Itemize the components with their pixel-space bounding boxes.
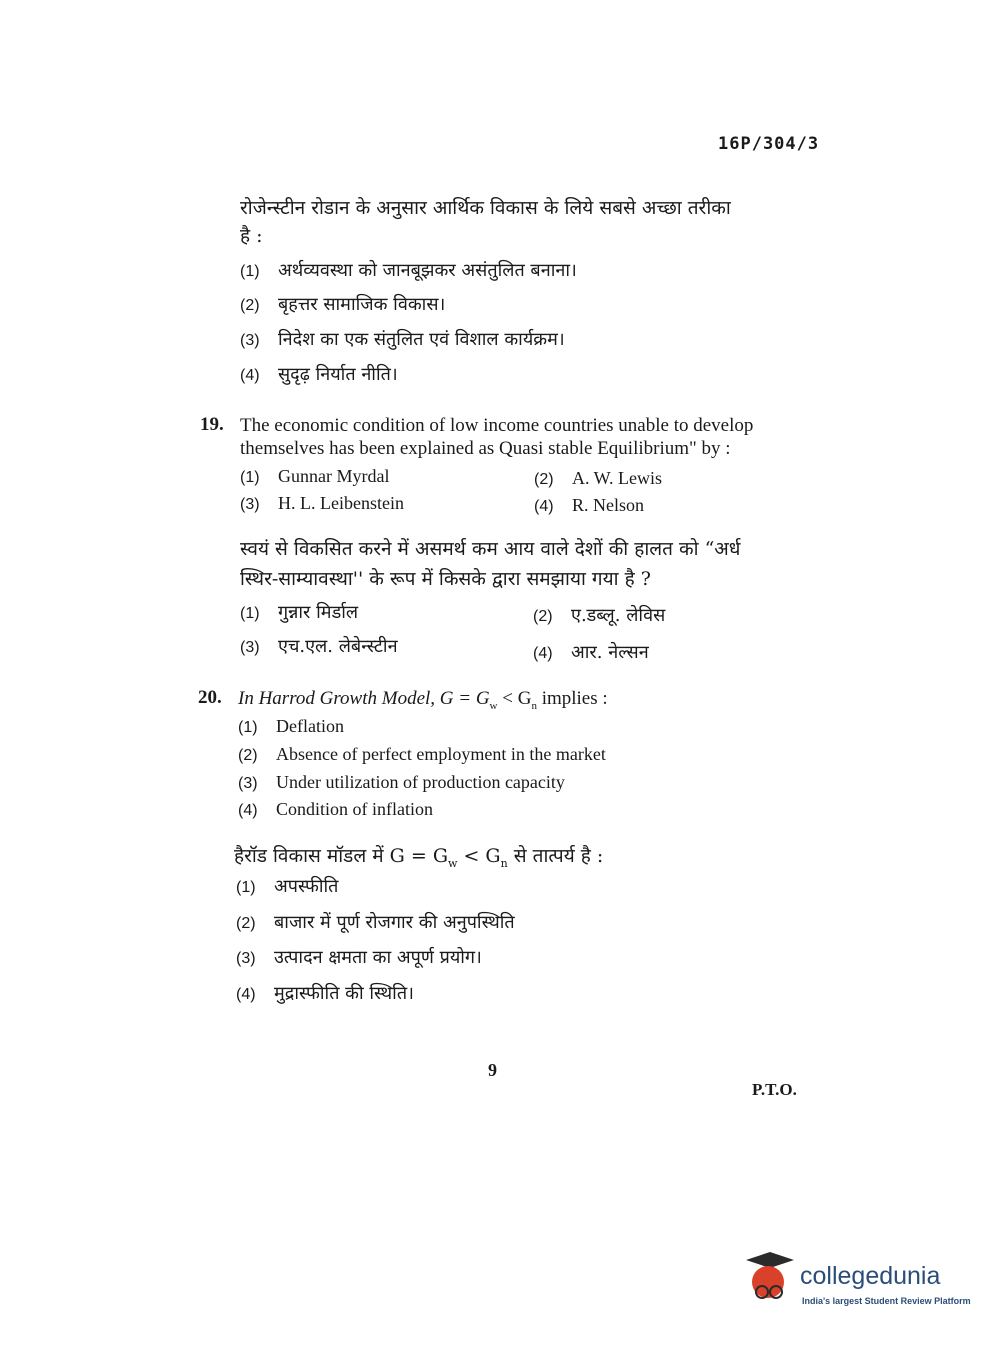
q19-hindi-option (533, 640, 649, 664)
subscript-n: n (500, 856, 508, 870)
option-text: आर. नेल्सन (571, 642, 649, 663)
page-number: 9 (488, 1060, 497, 1080)
option-text: मुद्रास्फीति की स्थिति। (274, 983, 414, 1004)
brand-name: collegedunia (800, 1262, 941, 1290)
q20-option (238, 714, 344, 740)
option-text: Condition of inflation (276, 799, 433, 819)
q19-number: 19. (200, 414, 224, 435)
q19-option (534, 466, 662, 492)
q19-hindi-option (240, 634, 398, 658)
option-text: Under utilization of production capacity (276, 772, 565, 792)
option-number: (4) (534, 498, 554, 515)
q20-hindi-stem-post: से तात्पर्य है : (507, 845, 604, 867)
q18-hindi-stem-line1: रोजेन्स्टीन रोडान के अनुसार आर्थिक विकास के लिये सबसे अच्छा तरीका (240, 197, 731, 219)
subscript-w: w (448, 856, 458, 870)
q20-option (238, 797, 433, 823)
q18-hindi-option (240, 327, 565, 351)
q18-hindi-option (240, 258, 577, 282)
option-number: (4) (533, 645, 553, 662)
q20-hindi-option (236, 910, 515, 934)
option-number: (2) (534, 471, 554, 488)
q18-hindi-stem-line2: है : (240, 225, 263, 247)
option-text: गुन्नार मिर्डाल (278, 602, 359, 623)
option-number: (2) (533, 608, 553, 625)
q19-hindi-stem-line1: स्वयं से विकसित करने में असमर्थ कम आय वाले देशों की हालत को “अर्ध (240, 538, 741, 560)
q19-stem-line1: The economic condition of low income countries unable to develop (240, 415, 754, 436)
option-number: (1) (240, 263, 260, 280)
q19-hindi-stem-line2: स्थिर-साम्यावस्था'' के रूप में किसके द्वारा समझाया गया है ? (240, 568, 651, 590)
option-number: (2) (236, 915, 256, 932)
paper-code: 16P/304/3 (718, 134, 820, 154)
q20-hindi-stem (234, 842, 603, 878)
brand-tagline: India's largest Student Review Platform (802, 1296, 971, 1306)
option-number: (3) (240, 496, 260, 513)
q20-hindi-option (236, 981, 414, 1005)
q20-option (238, 742, 606, 768)
q18-hindi-option (240, 362, 398, 386)
option-text: बृहत्तर सामाजिक विकास। (278, 294, 446, 315)
q20-option (238, 770, 565, 796)
option-number: (3) (240, 639, 260, 656)
q20-stem-pre: In Harrod Growth Model, G = G (238, 688, 490, 709)
q19-option (534, 493, 644, 519)
q20-hindi-option (236, 874, 338, 898)
option-text: Gunnar Myrdal (278, 466, 390, 486)
pto-label: P.T.O. (752, 1080, 797, 1099)
q19-option (240, 491, 404, 517)
less-than: < G (497, 688, 532, 709)
option-number: (3) (238, 775, 258, 792)
less-than: < G (457, 845, 501, 867)
option-text: ए.डब्लू. लेविस (571, 605, 666, 626)
option-text: R. Nelson (572, 495, 644, 515)
q20-number: 20. (198, 687, 222, 708)
q19-hindi-option (533, 603, 665, 627)
option-text: Deflation (276, 716, 344, 736)
q18-hindi-option (240, 292, 445, 316)
option-text: A. W. Lewis (572, 468, 662, 488)
option-text: H. L. Leibenstein (278, 493, 404, 513)
option-text: एच.एल. लेबेन्स्टीन (278, 636, 398, 657)
option-number: (4) (238, 802, 258, 819)
option-number: (2) (238, 747, 258, 764)
subscript-n: n (531, 699, 537, 712)
option-text: निदेश का एक संतुलित एवं विशाल कार्यक्रम। (278, 329, 565, 350)
option-number: (1) (236, 879, 256, 896)
option-text: Absence of perfect employment in the market (276, 744, 606, 764)
q19-hindi-option (240, 600, 358, 624)
option-number: (1) (240, 605, 260, 622)
grad-cap-icon (746, 1252, 794, 1268)
option-number: (2) (240, 297, 260, 314)
q20-hindi-stem-pre: हैरॉड विकास मॉडल में G = G (234, 845, 448, 867)
option-text: सुदृढ़ निर्यात नीति। (278, 364, 398, 385)
option-text: अर्थव्यवस्था को जानबूझकर असंतुलित बनाना। (278, 260, 577, 281)
q19-option (240, 464, 389, 490)
option-text: बाजार में पूर्ण रोजगार की अनुपस्थिति (274, 912, 515, 933)
q19-stem-line2: themselves has been explained as Quasi stable Equilibrium" by : (240, 438, 731, 459)
option-number: (1) (238, 719, 258, 736)
option-text: उत्पादन क्षमता का अपूर्ण प्रयोग। (274, 947, 482, 968)
option-number: (4) (236, 986, 256, 1003)
option-number: (3) (240, 332, 260, 349)
q20-hindi-option (236, 945, 482, 969)
option-number: (3) (236, 950, 256, 967)
q20-stem-post: implies : (536, 688, 608, 709)
subscript-w: w (489, 699, 498, 712)
option-number: (4) (240, 367, 260, 384)
option-text: अपस्फीति (274, 876, 339, 897)
option-number: (1) (240, 469, 260, 486)
